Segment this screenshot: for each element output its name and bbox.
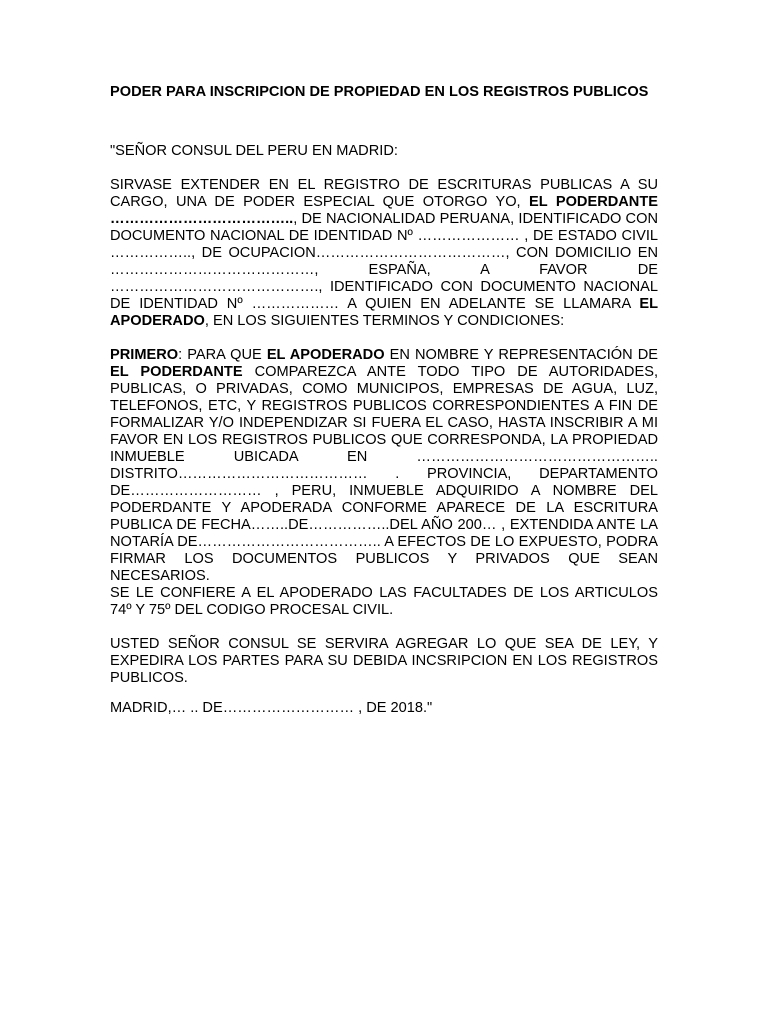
spacer [110,619,658,636]
spacer [110,687,658,700]
primero-apoderado-bold: EL APODERADO [266,347,385,363]
closing-paragraph: USTED SEÑOR CONSUL SE SERVIRA AGREGAR LO QUE SEA DE LEY, Y EXPEDIRA LOS PARTES PARA SU DEBIDA INCSRIPCION EN LOS REGISTROS PUBLICOS. [110,636,658,686]
primero-paragraph [110,347,658,585]
spacer [110,160,658,177]
primero-poderdante-bold: EL PODERDANTE [110,364,243,380]
document-title: PODER PARA INSCRIPCION DE PROPIEDAD EN LOS REGISTROS PUBLICOS [110,84,649,100]
facultades-paragraph: SE LE CONFIERE A EL APODERADO LAS FACULTADES DE LOS ARTICULOS 74º Y 75º DEL CODIGO PROCESAL CIVIL. [110,585,658,618]
primero-label: PRIMERO [110,347,179,363]
document-page [110,84,658,717]
intro-text-3: , EN LOS SIGUIENTES TERMINOS Y CONDICIONES: [204,313,565,329]
primero-text-2: EN NOMBRE Y REPRESENTACIÓN DE [384,347,658,363]
primero-text-3: COMPAREZCA ANTE TODO TIPO DE AUTORIDADES, PUBLICAS, O PRIVADAS, COMO MUNICIPOS, EMPRESAS DE AGUA, LUZ, TELEFONOS, ETC, Y REGISTROS PUBLICOS CORRESPONDIENTES A FIN DE FORMALIZAR Y/O INDEPENDIZAR SI FUERA EL CASO, HASTA INSCRIBIR A MI FAVOR EN LOS REGISTROS PUBLICOS QUE CORRESPONDA, LA PROPIEDAD INMUEBLE UBICADA EN ………………………………………….. DISTRITO………………………………… . PROVINCIA, DEPARTAMENTO DE……………………… , PERU, INMUEBLE ADQUIRIDO A NOMBRE DEL PODERDANTE Y APODERADA CONFORME APARECE DE LA ESCRITURA PUBLICA DE FECHA……..DE……………..DEL AÑO 200… , EXTENDIDA ANTE LA NOTARÍA DE……………………………….. A EFECTOS DE LO EXPUESTO, PODRA FIRMAR LOS DOCUMENTOS PUBLICOS Y PRIVADOS QUE SEAN NECESARIOS. [110,364,658,584]
intro-text-1: SIRVASE EXTENDER EN EL REGISTRO DE ESCRITURAS PUBLICAS A SU CARGO, UNA DE PODER ESPECIAL QUE OTORGO YO, [110,177,658,210]
intro-paragraph [110,177,658,330]
salutation: "SEÑOR CONSUL DEL PERU EN MADRID: [110,143,398,159]
intro-text-2: , DE NACIONALIDAD PERUANA, IDENTIFICADO CON DOCUMENTO NACIONAL DE IDENTIDAD Nº ………………… , DE ESTADO CIVIL …………….., DE OCUPACION…………………………………, CON DOMICILIO EN ……………………………………, ESPAÑA, A FAVOR DE ……………………………………., IDENTIFICADO CON DOCUMENTO NACIONAL DE IDENTIDAD Nº ……………… A QUIEN EN ADELANTE SE LLAMARA [110,211,658,312]
primero-text-1: : PARA QUE [178,347,267,363]
spacer [110,101,658,143]
apoderado-bold: EL APODERADO [110,296,658,329]
date-line: MADRID,… .. DE……………………… , DE 2018." [110,700,433,716]
poderdante-bold: EL PODERDANTE ……………………………….. [110,194,658,227]
spacer [110,330,658,347]
